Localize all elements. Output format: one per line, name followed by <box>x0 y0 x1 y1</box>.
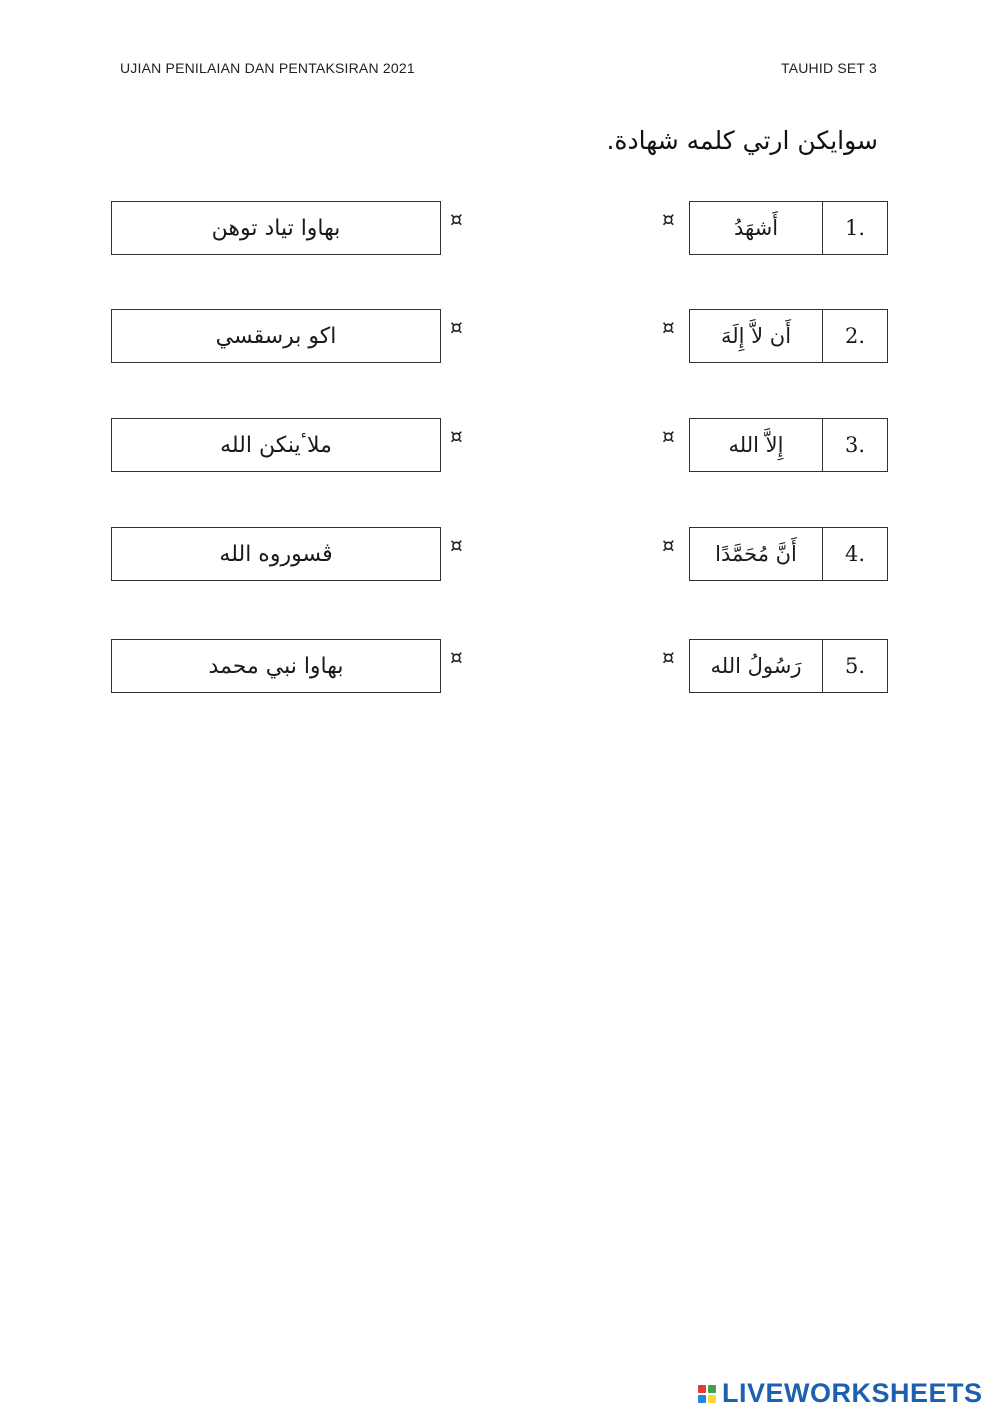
question-connector-dot[interactable]: ¤ <box>662 207 675 231</box>
question-connector-dot[interactable]: ¤ <box>662 645 675 669</box>
liveworksheets-brand <box>698 1378 983 1409</box>
answer-box[interactable]: ملاٴينكن الله <box>111 418 441 472</box>
question-number: 4. <box>844 542 866 566</box>
logo-square <box>698 1385 706 1393</box>
question-number: 1. <box>844 216 866 240</box>
question-number: 5. <box>844 654 866 678</box>
match-row <box>0 418 1000 474</box>
answer-connector-dot[interactable]: ¤ <box>450 207 463 231</box>
header-set-label: TAUHID SET 3 <box>780 60 877 76</box>
question-box <box>689 418 888 472</box>
question-box <box>689 309 888 363</box>
answer-connector-dot[interactable]: ¤ <box>450 645 463 669</box>
match-row <box>0 309 1000 365</box>
answer-connector-dot[interactable]: ¤ <box>450 533 463 557</box>
answer-box[interactable]: بهاوا تياد توهن <box>111 201 441 255</box>
logo-square <box>698 1395 706 1403</box>
question-connector-dot[interactable]: ¤ <box>662 315 675 339</box>
question-arabic-text: أَن لاَّ إِلَهَ <box>690 310 823 362</box>
answer-box[interactable]: ڤسوروه الله <box>111 527 441 581</box>
question-number: 3. <box>844 433 866 457</box>
question-box <box>689 639 888 693</box>
match-row <box>0 639 1000 695</box>
instruction-text: سوايكن ارتي كلمه شهادة. <box>606 126 878 155</box>
answer-box[interactable]: اكو برسقسي <box>111 309 441 363</box>
brand-name: LIVEWORKSHEETS <box>722 1378 983 1408</box>
header-exam-title: UJIAN PENILAIAN DAN PENTAKSIRAN 2021 <box>120 60 415 76</box>
question-number: 2. <box>844 324 866 348</box>
answer-connector-dot[interactable]: ¤ <box>450 315 463 339</box>
question-arabic-text: أَشهَدُ <box>690 202 823 254</box>
match-row <box>0 527 1000 583</box>
answer-connector-dot[interactable]: ¤ <box>450 424 463 448</box>
match-row <box>0 201 1000 257</box>
liveworksheets-logo-icon <box>698 1385 716 1403</box>
logo-square <box>708 1385 716 1393</box>
question-connector-dot[interactable]: ¤ <box>662 533 675 557</box>
question-arabic-text: رَسُولُ الله <box>690 640 823 692</box>
question-connector-dot[interactable]: ¤ <box>662 424 675 448</box>
question-arabic-text: إِلاَّ الله <box>690 419 823 471</box>
question-box <box>689 201 888 255</box>
question-arabic-text: أَنَّ مُحَمَّدًا <box>690 528 823 580</box>
question-box <box>689 527 888 581</box>
answer-box[interactable]: بهاوا نبي محمد <box>111 639 441 693</box>
logo-square <box>708 1395 716 1403</box>
